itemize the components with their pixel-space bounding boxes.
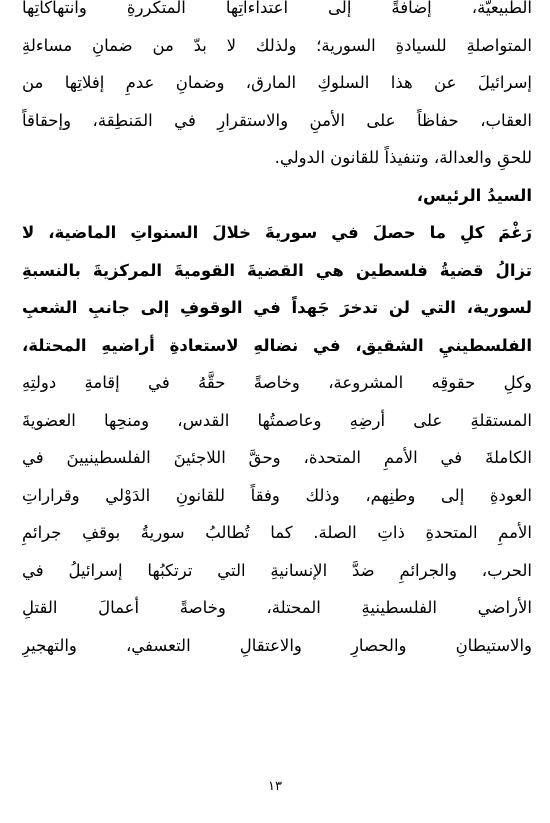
body-text — [22, 0, 532, 664]
text-line: إسرائيلَ عن هذا السلوكِ المارق، وضمانِ عدمِ إفلاتِها من — [22, 73, 532, 92]
bold-text-line: لسورية، التي لن تدخرَ جَهداً في الوقوفِ إلى جانبِ الشعبِ — [22, 298, 532, 317]
text-line: والاستيطانِ والحصارِ والاعتقالِ التعسفي، والتهجيرِ — [22, 635, 532, 655]
text-line: الحرب، والجرائمِ ضدَّ الإنسانيةِ التي ترتكبُها إسرائيلُ في — [22, 560, 532, 580]
bold-text-line: تزالُ قضيةُ فلسطين هي القضيةَ القوميةَ المركزيةَ بالنسبةِ — [22, 260, 532, 280]
text-line: الأراضي الفلسطينيةِ المحتلة، وخاصةً أعمالَ القتلِ — [22, 598, 532, 617]
page-number: ١٣ — [268, 779, 282, 794]
text-line: الكاملةَ في الأممِ المتحدة، وحقَّ اللاجئينَ الفلسطينيينَ في — [22, 448, 532, 467]
text-line: الطبيعيّة، إضافةً إلى اعتداءاتِها المتكررةِ وانتهاكاتِها — [22, 0, 532, 17]
text-line: للحقِ والعدالة، وتنفيذاً للقانون الدولي. — [274, 148, 532, 167]
section-heading: السيدُ الرئيس، — [416, 185, 532, 205]
text-line: المستقلةِ على أرضِهِ وعاصمتُها القدس، ومنحِها العضويةَ — [22, 410, 532, 430]
text-line: العودةِ إلى وطنِهم، وذلك وفقاً للقانونِ الدَوْلي وقراراتِ — [22, 485, 532, 505]
bold-text-line: رَغْمَ كلِ ما حصلَ في سوريةَ خلالَ السنواتِ الماضية، لا — [22, 223, 532, 242]
text-line: وكلِ حقوقِه المشروعة، وخاصةً حقَّهُ في إقامةِ دولتِهِ — [22, 373, 532, 392]
text-line: العقاب، حفاظاً على الأمنِ والاستقرارِ في المَنطِقة، وإحقاقاً — [22, 110, 532, 130]
text-line: الأممِ المتحدةِ ذاتِ الصلة. كما تُطالبُ سوريةُ بوقفِ جرائمِ — [22, 523, 532, 542]
bold-text-line: الفلسطينيِ الشقيق، في نضالهِ لاستعادةِ أراضيهِ المحتلة، — [22, 335, 532, 355]
text-line: المتواصلةِ للسيادةِ السورية؛ ولذلك لا بدّ من ضمانِ مساءلةِ — [22, 35, 532, 55]
